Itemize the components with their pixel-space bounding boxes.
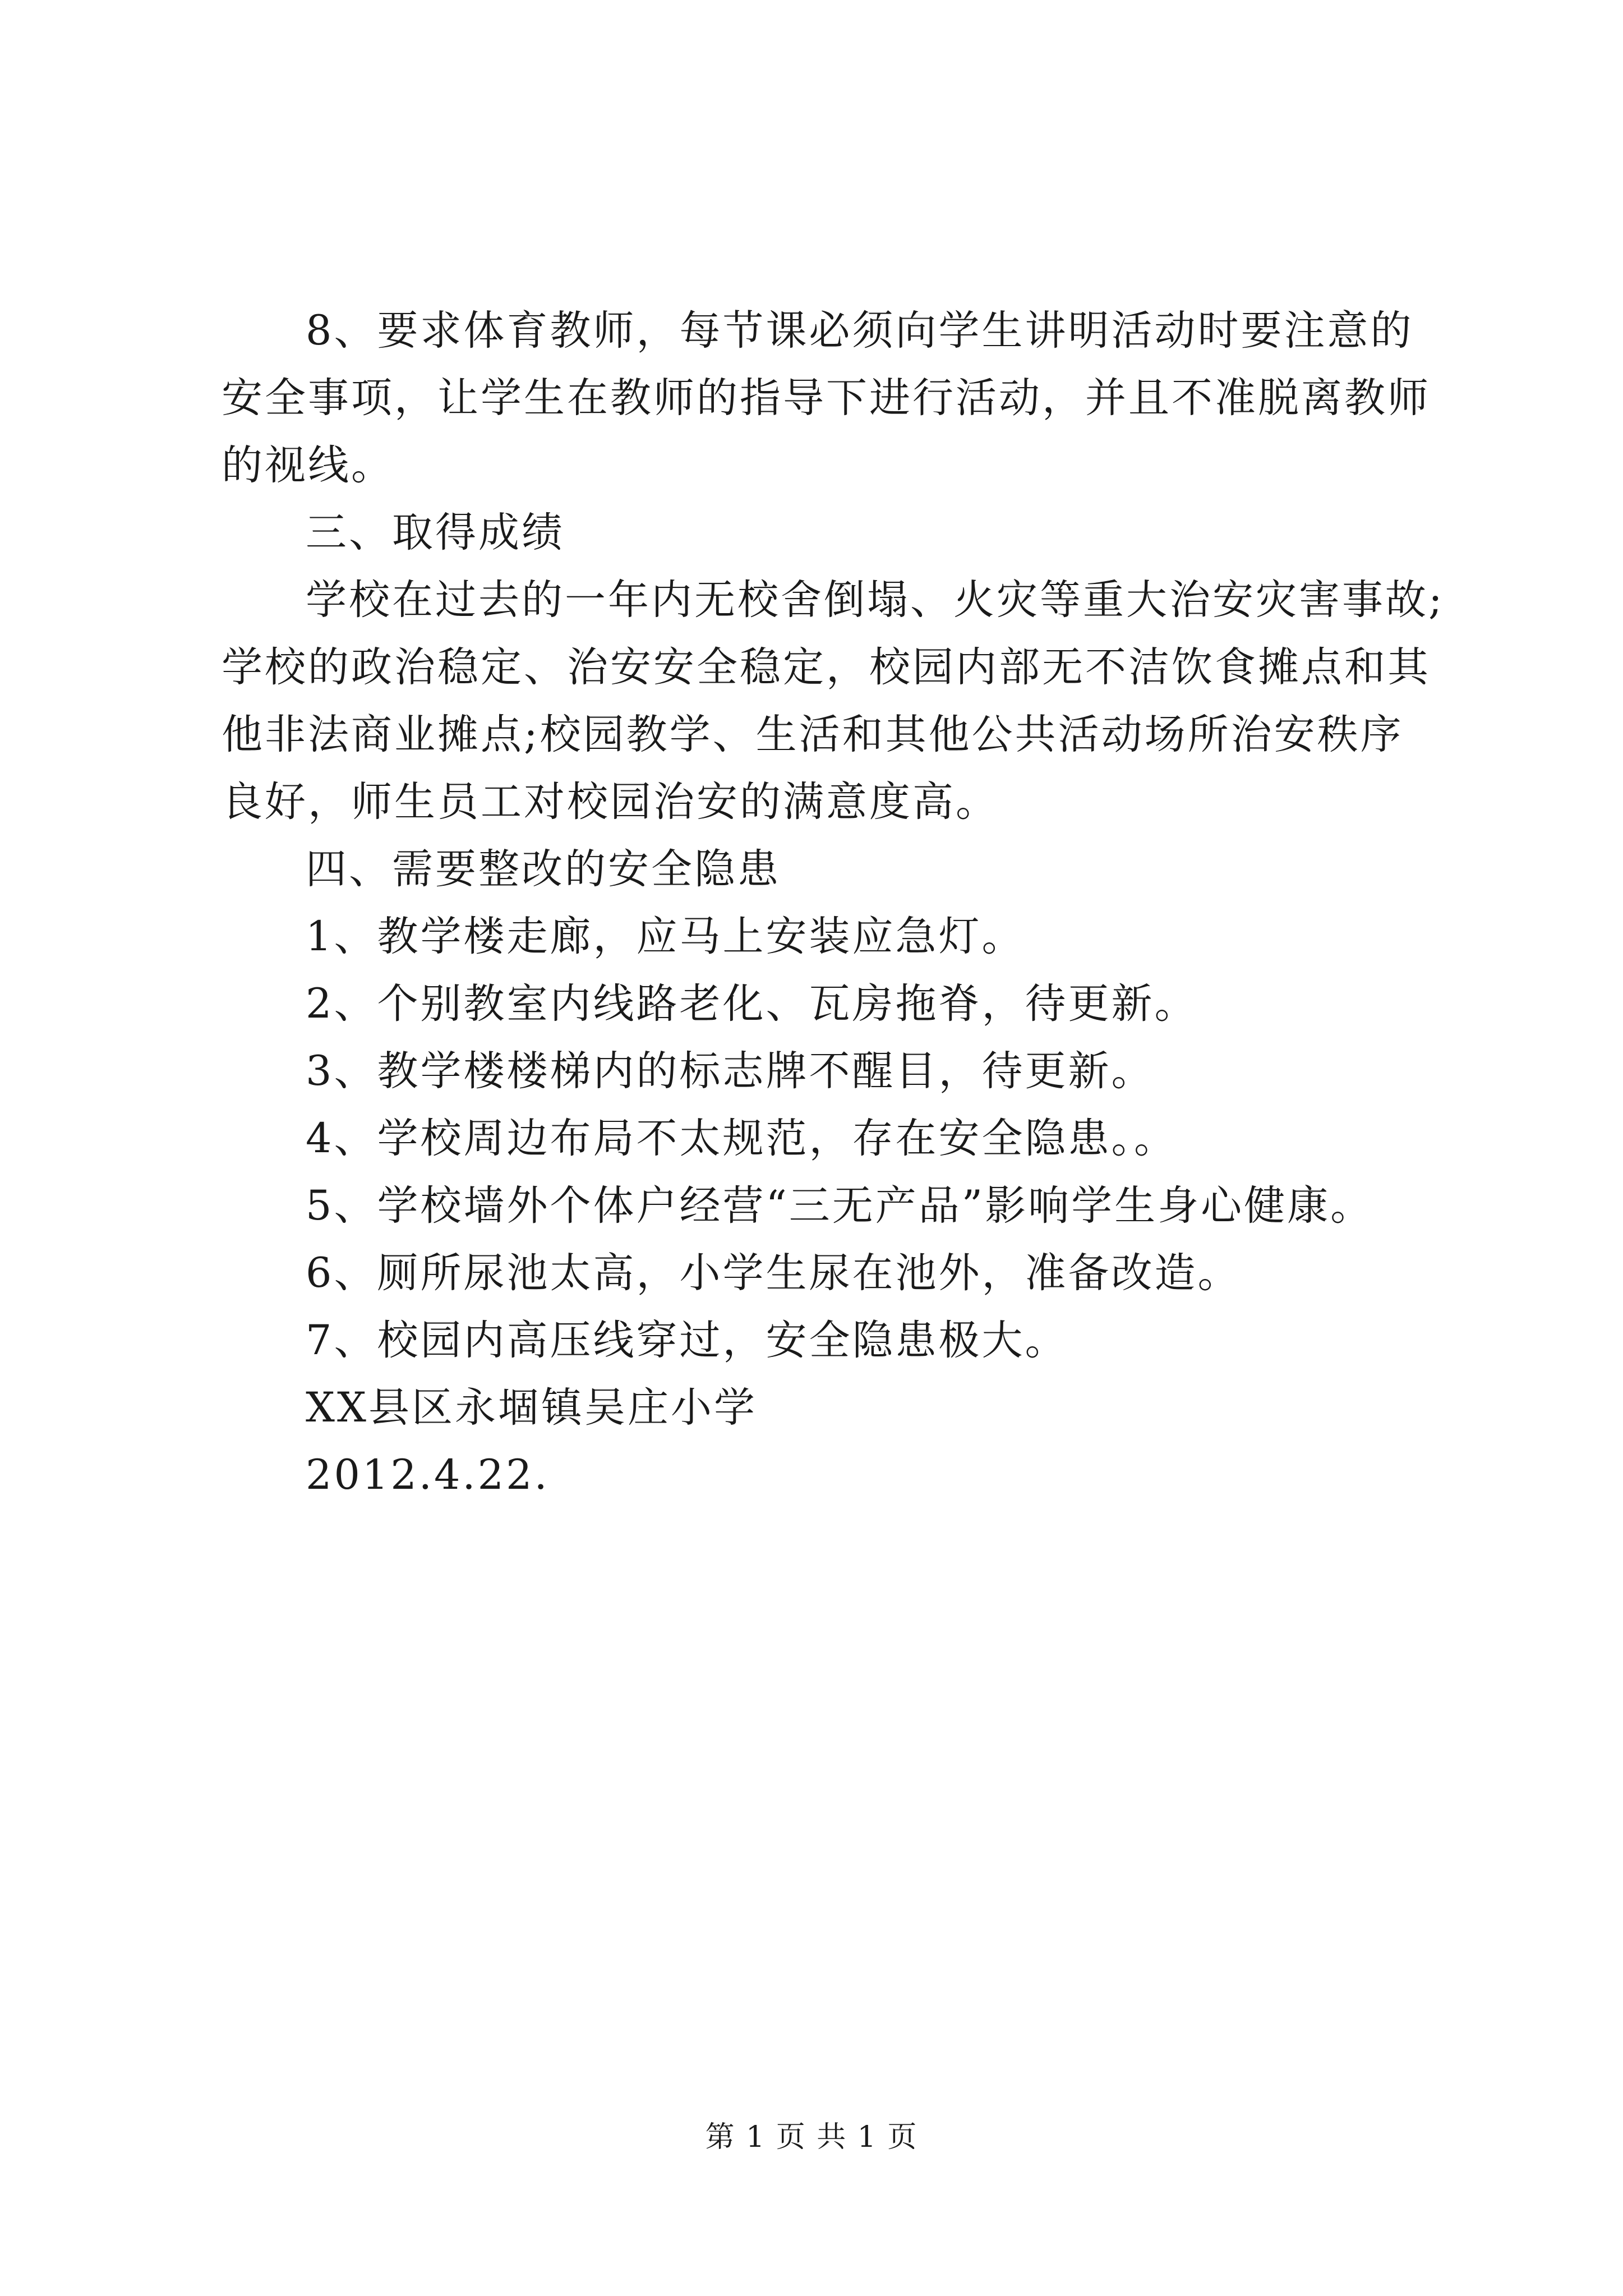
hazard-item-7 — [222, 1307, 1444, 1374]
hazard-item-4 — [222, 1105, 1444, 1172]
hazard-item-1 — [222, 903, 1444, 970]
section-heading-hazards — [222, 836, 1444, 903]
text-line: 6、厕所尿池太高，小学生尿在池外，准备改造。 — [306, 1249, 1241, 1297]
hazard-item-6 — [222, 1240, 1444, 1307]
section-heading-results — [222, 499, 1444, 567]
signature-school — [222, 1374, 1444, 1442]
hazard-item-2 — [222, 970, 1444, 1038]
paragraph-item-8 — [222, 297, 1444, 499]
text-line: XX县区永堌镇吴庄小学 — [306, 1384, 757, 1432]
text-line: 8、要求体育教师，每节课必须向学生讲明活动时要注意的 — [306, 307, 1414, 355]
text-line: 安全事项，让学生在教师的指导下进行活动，并且不准脱离教师 — [222, 374, 1431, 422]
hazard-item-3 — [222, 1038, 1444, 1105]
text-line: 学校的政治稳定、治安安全稳定，校园内部无不洁饮食摊点和其 — [222, 643, 1431, 691]
heading-line: 四、需要整改的安全隐患 — [306, 845, 781, 893]
text-line: 2、个别教室内线路老化、瓦房拖脊，待更新。 — [306, 980, 1198, 1028]
text-line: 7、校园内高压线穿过，安全隐患极大。 — [306, 1317, 1068, 1364]
paragraph-results — [222, 567, 1444, 836]
text-line: 他非法商业摊点;校园教学、生活和其他公共活动场所治安秩序 — [222, 711, 1404, 758]
text-line: 1、教学楼走廊，应马上安装应急灯。 — [306, 913, 1025, 960]
text-line: 4、学校周边布局不太规范，存在安全隐患。。 — [306, 1115, 1177, 1162]
text-line: 3、教学楼楼梯内的标志牌不醒目，待更新。 — [306, 1047, 1155, 1095]
page-footer: 第 1 页 共 1 页 — [705, 2120, 918, 2154]
document-body — [222, 297, 1444, 1509]
text-line: 2012.4.22. — [306, 1451, 550, 1499]
hazard-item-5 — [222, 1172, 1444, 1240]
text-line: 5、学校墙外个体户经营“三无产品”影响学生身心健康。 — [306, 1182, 1374, 1230]
heading-line: 三、取得成绩 — [306, 509, 565, 556]
text-line: 良好，师生员工对校园治安的满意度高。 — [222, 778, 999, 826]
text-line: 的视线。 — [222, 441, 394, 489]
text-line: 学校在过去的一年内无校舍倒塌、火灾等重大治安灾害事故; — [306, 576, 1445, 624]
signature-date — [222, 1442, 1444, 1509]
